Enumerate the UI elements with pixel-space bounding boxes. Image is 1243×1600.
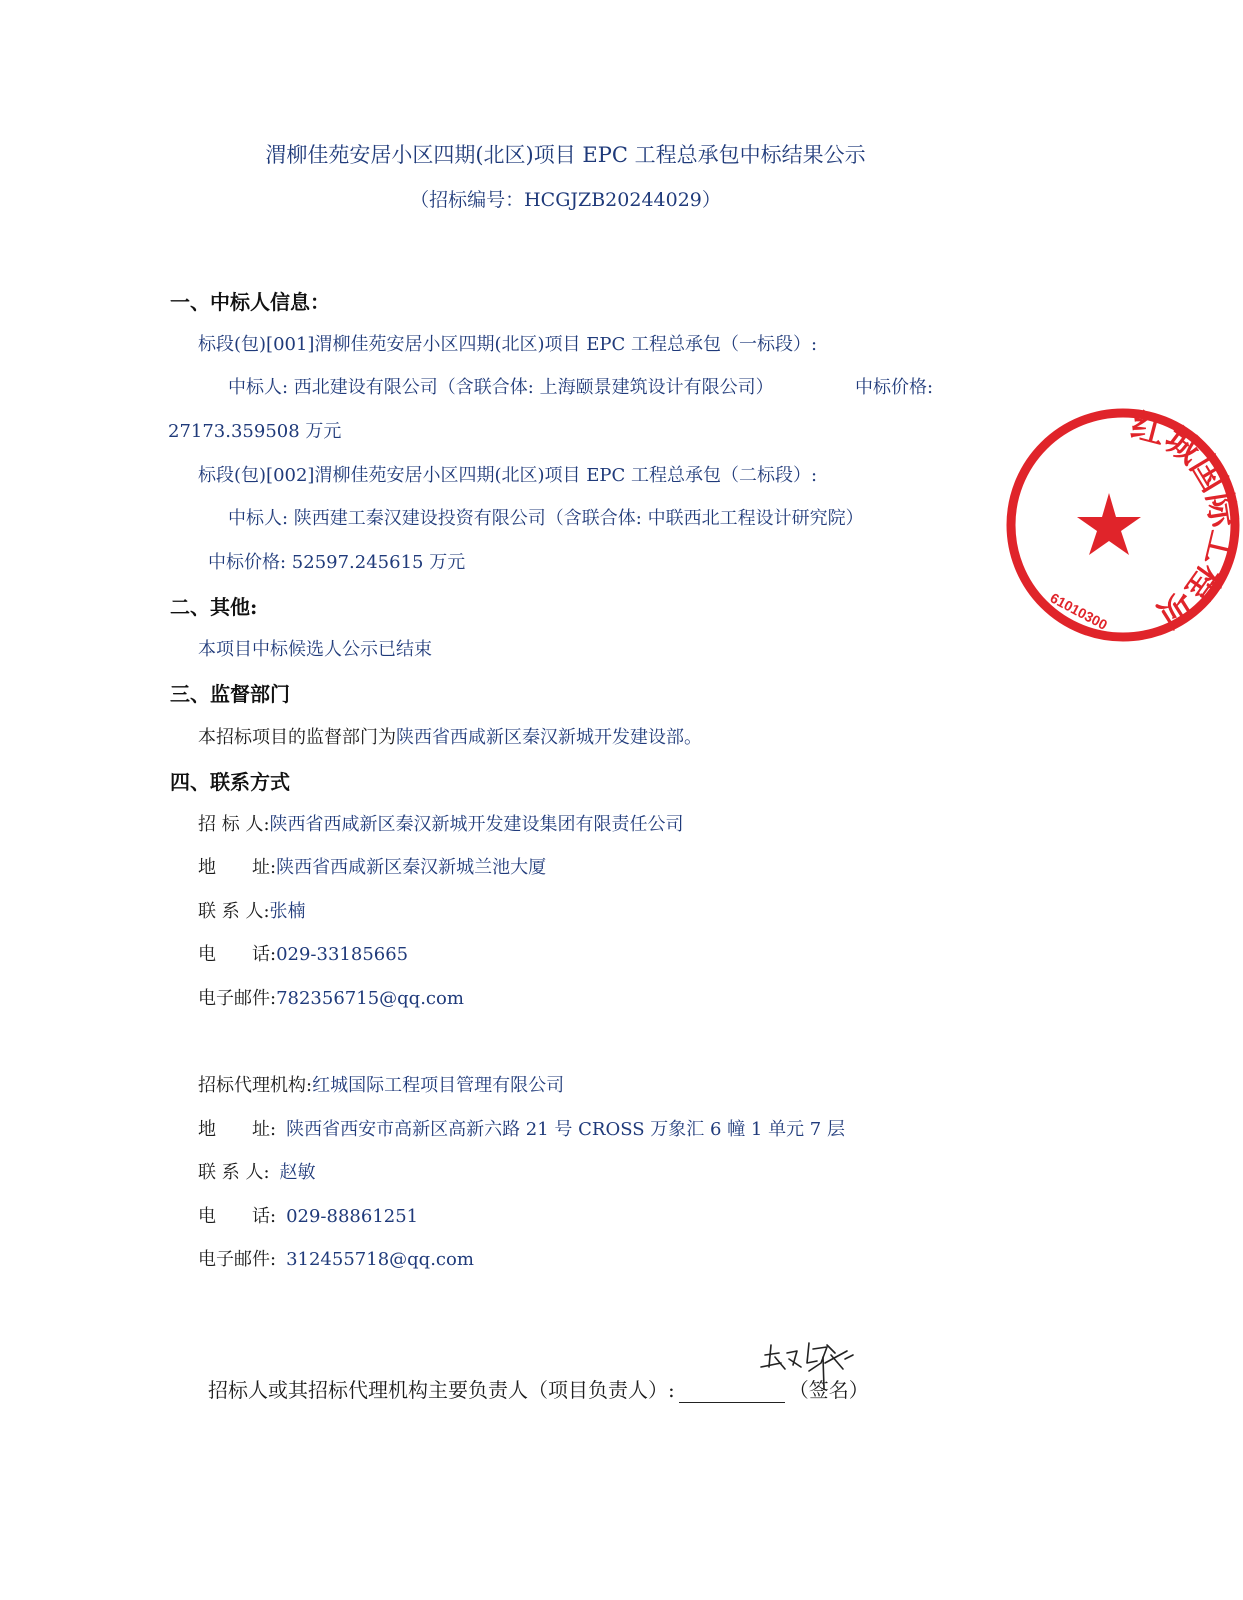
lot2-winner: 中标人: 陕西建工秦汉建设投资有限公司（含联合体: 中联西北工程设计研究院） (228, 508, 864, 529)
seal-star-icon (1077, 493, 1141, 555)
agency-name-value: 红城国际工程项目管理有限公司 (312, 1075, 565, 1096)
supervision-department: 陕西省西咸新区秦汉新城开发建设部。 (396, 727, 702, 748)
tenderer-name-label: 招 标 人: (198, 814, 270, 835)
tenderer-contact-row (198, 900, 306, 924)
tenderer-phone-value: 029-33185665 (276, 944, 409, 965)
supervision-prefix: 本招标项目的监督部门为 (198, 727, 396, 748)
lot2-title: 标段(包)[002]渭柳佳苑安居小区四期(北区)项目 EPC 工程总承包（二标段）: (198, 465, 818, 486)
agency-name-label: 招标代理机构: (198, 1075, 313, 1096)
tenderer-name-row (198, 813, 684, 837)
tenderer-contact-label: 联 系 人: (198, 901, 270, 922)
agency-phone-value: 029-88861251 (286, 1206, 419, 1227)
signature-suffix: （签名） (788, 1378, 869, 1402)
agency-email-row (198, 1248, 474, 1272)
seal-text: 红城国际工程项 (1126, 406, 1243, 634)
tenderer-phone-row (198, 943, 408, 967)
section-heading-supervision: 三、监督部门 (170, 682, 290, 706)
agency-address-row (198, 1118, 845, 1142)
tenderer-email-label: 电子邮件: (198, 988, 277, 1009)
agency-phone-label: 电 话: (198, 1206, 277, 1227)
section-heading-other: 二、其他: (170, 595, 258, 619)
agency-name-row (198, 1074, 564, 1098)
lot2-price: 中标价格: 52597.245615 万元 (208, 552, 466, 573)
agency-contact-row (198, 1161, 316, 1185)
agency-contact-value: 赵敏 (279, 1162, 316, 1183)
tenderer-email-row (198, 987, 464, 1011)
agency-contact-label: 联 系 人: (198, 1162, 270, 1183)
other-text: 本项目中标候选人公示已结束 (198, 639, 432, 660)
agency-email-value: 312455718@qq.com (286, 1249, 474, 1270)
agency-phone-row (198, 1205, 418, 1229)
agency-email-label: 电子邮件: (198, 1249, 277, 1270)
tenderer-address-label: 地 址: (198, 857, 277, 878)
tenderer-email-value: 782356715@qq.com (276, 988, 464, 1009)
tenderer-phone-label: 电 话: (198, 944, 277, 965)
signature-label: 招标人或其招标代理机构主要负责人（项目负责人）: (208, 1378, 675, 1402)
lot1-price-label: 中标价格: (855, 377, 934, 398)
agency-address-label: 地 址: (198, 1119, 277, 1140)
tenderer-name-value: 陕西省西咸新区秦汉新城开发建设集团有限责任公司 (269, 814, 684, 835)
tender-number: （招标编号：HCGJZB20244029） (410, 189, 721, 211)
agency-address-value: 陕西省西安市高新区高新六路 21 号 CROSS 万象汇 6 幢 1 单元 7 层 (286, 1119, 845, 1140)
tenderer-contact-value: 张楠 (269, 901, 306, 922)
company-seal (1003, 405, 1243, 645)
tenderer-address-value: 陕西省西咸新区秦汉新城兰池大厦 (276, 857, 547, 878)
supervision-text (198, 726, 702, 750)
document-title: 渭柳佳苑安居小区四期(北区)项目 EPC 工程总承包中标结果公示 (265, 143, 866, 167)
section-heading-winner: 一、中标人信息： (170, 290, 330, 314)
handwritten-signature (757, 1333, 857, 1393)
tenderer-address-row (198, 856, 546, 880)
lot1-title: 标段(包)[001]渭柳佳苑安居小区四期(北区)项目 EPC 工程总承包（一标段）: (198, 334, 818, 355)
lot1-price-value: 27173.359508 万元 (168, 421, 342, 442)
lot1-winner: 中标人: 西北建设有限公司（含联合体: 上海颐景建筑设计有限公司） (228, 377, 774, 398)
seal-number: 61010300 (1047, 589, 1111, 633)
section-heading-contact: 四、联系方式 (170, 770, 290, 794)
